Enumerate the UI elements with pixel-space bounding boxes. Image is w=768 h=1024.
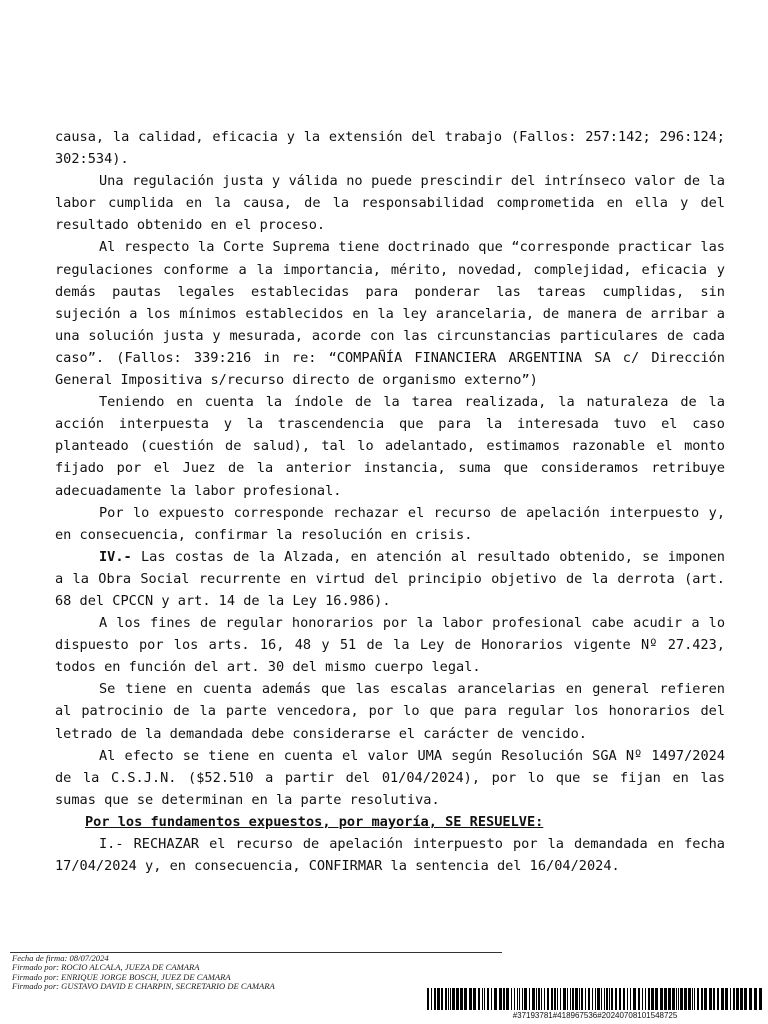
barcode-bar xyxy=(469,988,472,1010)
barcode-bar xyxy=(450,988,451,1010)
signature-date: Fecha de firma: 08/07/2024 xyxy=(12,953,109,963)
barcode-bar xyxy=(460,988,463,1010)
barcode-bar xyxy=(456,988,459,1010)
barcode-bar xyxy=(595,988,596,1010)
barcode-bar xyxy=(427,988,429,1010)
barcode-bar xyxy=(678,988,679,1010)
barcode-bar xyxy=(744,988,747,1010)
barcode-bar xyxy=(514,988,515,1010)
barcode-bar xyxy=(754,988,757,1010)
barcode-bar xyxy=(560,988,561,1010)
barcode-bar xyxy=(725,988,728,1010)
barcode-bar xyxy=(554,988,556,1010)
barcode-bar xyxy=(570,988,571,1010)
barcode-bar xyxy=(701,988,703,1010)
paragraph-5: Por lo expuesto corresponde rechazar el recurso de apelación interpuesto y, en consecuencia, confirmar la resolución en crisis. xyxy=(55,504,725,543)
paragraph-1: causa, la calidad, eficacia y la extensión del trabajo (Fallos: 257:142; 296:124; 302:534). xyxy=(55,129,725,168)
barcode-bar xyxy=(597,988,600,1010)
barcode-bar xyxy=(482,988,483,1010)
paragraph-9: Al efecto se tiene en cuenta el valor UMA según Resolución SGA Nº 1497/2024 de la C.S.J.N. ($52.510 a partir del 01/04/2024), por lo que se fijan en las sumas que se determinan en la parte resolutiva. xyxy=(55,747,725,808)
barcode-bar xyxy=(615,988,617,1010)
signature-footer xyxy=(12,954,275,991)
barcode-bar xyxy=(672,988,675,1010)
barcode-bar xyxy=(660,988,663,1010)
signer-2: Firmado por: ENRIQUE JORGE BOSCH, JUEZ DE CAMARA xyxy=(12,971,231,982)
barcode-bar xyxy=(740,988,743,1010)
barcode-bar xyxy=(491,988,492,1010)
barcode-bar xyxy=(572,988,574,1010)
barcode-bar xyxy=(544,988,545,1010)
barcode-bar xyxy=(536,988,537,1010)
barcode-bar xyxy=(484,988,485,1010)
barcode-bar xyxy=(585,988,586,1010)
barcode-bar xyxy=(517,988,518,1010)
barcode-bar xyxy=(532,988,535,1010)
barcode-bar xyxy=(611,988,613,1010)
barcode-bar xyxy=(630,988,631,1010)
barcode-bar xyxy=(684,988,687,1010)
barcode-bar xyxy=(445,988,447,1010)
barcode-bar xyxy=(697,988,699,1010)
signer-1: Firmado por: ROCIO ALCALA, JUEZA DE CAMARA xyxy=(12,962,200,973)
barcode-bar xyxy=(581,988,583,1010)
barcode-bar xyxy=(655,988,658,1010)
paragraph-6 xyxy=(55,546,725,612)
barcode-bar xyxy=(648,988,650,1010)
barcode-bar xyxy=(511,988,512,1010)
document-body xyxy=(55,126,725,877)
paragraph-4: Teniendo en cuenta la índole de la tarea realizada, la naturaleza de la acción interpuesta y la trascendencia que para la interesada tuvo el caso planteado (cuestión de salud), tal lo adelantado, estimamos razonable el monto fijado por el Juez de la anterior instancia, suma que consideramos retribuye adecuadamente la labor profesional. xyxy=(55,394,725,499)
barcode-bar xyxy=(717,988,719,1010)
section-label: IV.- xyxy=(99,548,132,565)
barcode-bar xyxy=(529,988,530,1010)
barcode-bar xyxy=(473,988,476,1010)
barcode-bar xyxy=(736,988,739,1010)
paragraph-6-text: Las costas de la Alzada, en atención al resultado obtenido, se imponen a la Obra Social recurrente en virtud del principio objetivo de la derrota (art. 68 del CPCCN y art. 14 de la Ley 16.986). xyxy=(55,548,725,609)
barcode-bar xyxy=(494,988,497,1010)
barcode-bar xyxy=(759,988,762,1010)
barcode-image xyxy=(427,988,763,1010)
barcode-bar xyxy=(733,988,735,1010)
resolution-heading: Por los fundamentos expuestos, por mayoría, SE RESUELVE: xyxy=(85,813,544,830)
barcode-bar xyxy=(538,988,540,1010)
paragraph-3: Al respecto la Corte Suprema tiene doctrinado que “corresponde practicar las regulaciones conforme a la importancia, mérito, novedad, complejidad, eficacia y demás pautas legales establecidas para ponderar las tareas cumplidas, sin sujeción a los mínimos establecidos en la ley arancelaria, de manera de arribar a una solución justa y mesurada, acorde con las circunstancias particulares de cada caso”. (Fallos: 339:216 in re: “COMPAÑÍA FINANCIERA ARGENTINA SA c/ Dirección General Impositiva s/recurso directo de organismo externo”) xyxy=(55,239,725,389)
barcode-bar xyxy=(676,988,677,1010)
barcode-bar xyxy=(567,988,568,1010)
barcode-bar xyxy=(694,988,695,1010)
barcode-bar xyxy=(713,988,715,1010)
barcode-bar xyxy=(606,988,608,1010)
barcode-bar xyxy=(579,988,580,1010)
barcode-bar xyxy=(434,988,436,1010)
barcode-bar xyxy=(575,988,578,1010)
barcode-bar xyxy=(588,988,590,1010)
paragraph-2: Una regulación justa y válida no puede prescindir del intrínseco valor de la labor cumplida en la causa, de la responsabilidad comprometida en ella y del resultado obtenido en el proceso. xyxy=(55,173,725,234)
barcode-bar xyxy=(638,988,640,1010)
barcode-bar xyxy=(487,988,489,1010)
barcode-bar xyxy=(563,988,566,1010)
barcode-bar xyxy=(431,988,432,1010)
signer-3: Firmado por: GUSTAVO DAVID E CHARPIN, SECRETARIO DE CAMARA xyxy=(12,980,275,991)
barcode-bar xyxy=(664,988,667,1010)
barcode-bar xyxy=(627,988,628,1010)
paragraph-8: Se tiene en cuenta además que las escalas arancelarias en general refieren al patrocinio de la parte vencedora, por lo que para regular los honorarios del letrado de la demandada debe considerarse el carácter de vencido. xyxy=(55,681,725,742)
barcode-bar xyxy=(680,988,683,1010)
barcode-text: #37193781#418967536#20240708101548725 xyxy=(512,1011,678,1020)
barcode-bar xyxy=(478,988,480,1010)
barcode-bar xyxy=(721,988,724,1010)
barcode-block xyxy=(427,988,763,1020)
barcode-bar xyxy=(541,988,542,1010)
barcode-bar xyxy=(645,988,646,1010)
barcode-bar xyxy=(522,988,523,1010)
paragraph-10: I.- RECHAZAR el recurso de apelación interpuesto por la demandada en fecha 17/04/2024 y, en consecuencia, CONFIRMAR la sentencia del 16/04/2024. xyxy=(55,836,725,875)
barcode-bar xyxy=(668,988,671,1010)
barcode-bar xyxy=(704,988,707,1010)
barcode-bar xyxy=(651,988,654,1010)
barcode-bar xyxy=(503,988,505,1010)
barcode-bar xyxy=(452,988,455,1010)
barcode-bar xyxy=(524,988,527,1010)
barcode-bar xyxy=(709,988,712,1010)
barcode-bar xyxy=(749,988,752,1010)
barcode-bar xyxy=(623,988,625,1010)
barcode-bar xyxy=(688,988,691,1010)
barcode-bar xyxy=(642,988,643,1010)
paragraph-7: A los fines de regular honorarios por la labor profesional cabe acudir a lo dispuesto por los arts. 16, 48 y 51 de la Ley de Honorarios vigente Nº 27.423, todos en función del art. 30 del mismo cuerpo legal. xyxy=(55,615,725,676)
barcode-bar xyxy=(551,988,553,1010)
barcode-bar xyxy=(609,988,610,1010)
barcode-bar xyxy=(557,988,558,1010)
barcode-bar xyxy=(464,988,467,1010)
barcode-bar xyxy=(604,988,605,1010)
barcode-bar xyxy=(592,988,593,1010)
barcode-bar xyxy=(448,988,449,1010)
barcode-bar xyxy=(437,988,440,1010)
barcode-bar xyxy=(441,988,443,1010)
barcode-bar xyxy=(601,988,602,1010)
barcode-bar xyxy=(633,988,636,1010)
barcode-bar xyxy=(519,988,520,1010)
barcode-bar xyxy=(692,988,693,1010)
barcode-bar xyxy=(619,988,621,1010)
barcode-bar xyxy=(730,988,731,1010)
barcode-bar xyxy=(506,988,509,1010)
barcode-bar xyxy=(499,988,502,1010)
barcode-bar xyxy=(547,988,549,1010)
